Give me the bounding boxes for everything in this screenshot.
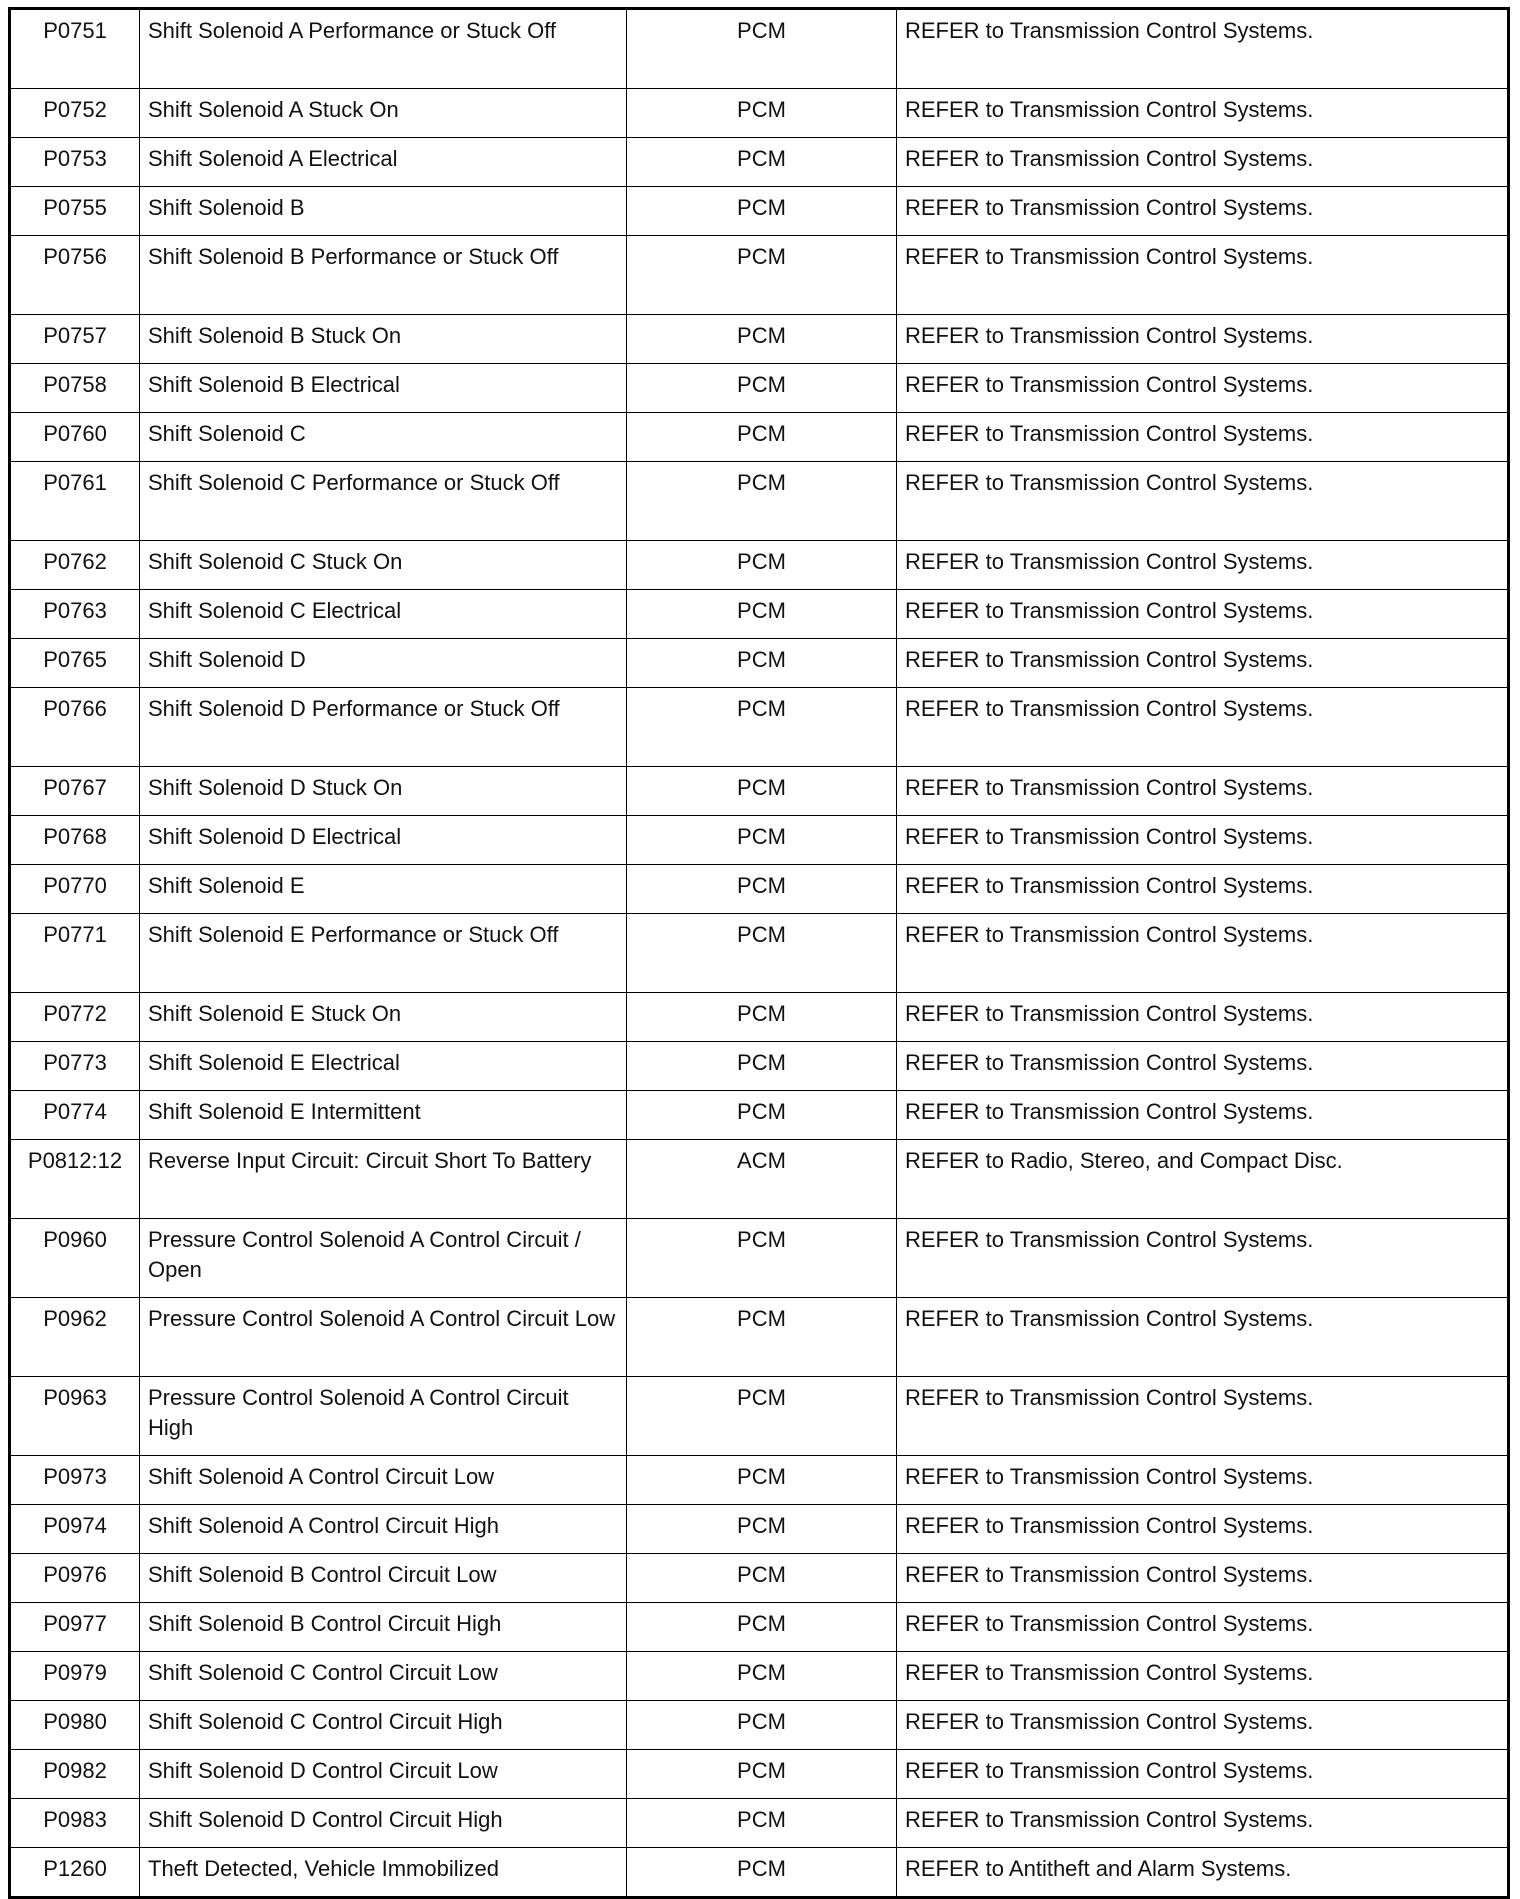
dtc-code: P0767 (10, 767, 140, 816)
dtc-description: Reverse Input Circuit: Circuit Short To Battery (140, 1140, 627, 1219)
table-row (10, 1091, 1509, 1140)
dtc-code: P0973 (10, 1456, 140, 1505)
dtc-description: Shift Solenoid A Stuck On (140, 89, 627, 138)
dtc-action: REFER to Transmission Control Systems. (897, 1456, 1509, 1505)
dtc-module: PCM (627, 187, 897, 236)
table-row (10, 914, 1509, 993)
dtc-code: P0812:12 (10, 1140, 140, 1219)
dtc-module: PCM (627, 816, 897, 865)
dtc-module: PCM (627, 1750, 897, 1799)
dtc-code: P0755 (10, 187, 140, 236)
dtc-module: PCM (627, 413, 897, 462)
dtc-action: REFER to Transmission Control Systems. (897, 1554, 1509, 1603)
dtc-code: P0765 (10, 639, 140, 688)
dtc-code: P0752 (10, 89, 140, 138)
dtc-code: P0753 (10, 138, 140, 187)
dtc-description: Shift Solenoid B Stuck On (140, 315, 627, 364)
table-row (10, 187, 1509, 236)
dtc-module: PCM (627, 1652, 897, 1701)
dtc-code: P0976 (10, 1554, 140, 1603)
dtc-module: PCM (627, 865, 897, 914)
dtc-action: REFER to Transmission Control Systems. (897, 364, 1509, 413)
dtc-action: REFER to Antitheft and Alarm Systems. (897, 1848, 1509, 1898)
table-row (10, 1799, 1509, 1848)
dtc-code: P0772 (10, 993, 140, 1042)
dtc-action: REFER to Transmission Control Systems. (897, 1603, 1509, 1652)
table-row (10, 315, 1509, 364)
dtc-module: PCM (627, 1298, 897, 1377)
dtc-action: REFER to Transmission Control Systems. (897, 1701, 1509, 1750)
dtc-code: P1260 (10, 1848, 140, 1898)
dtc-module: ACM (627, 1140, 897, 1219)
dtc-action: REFER to Transmission Control Systems. (897, 816, 1509, 865)
dtc-action: REFER to Transmission Control Systems. (897, 1799, 1509, 1848)
dtc-description: Shift Solenoid B Control Circuit High (140, 1603, 627, 1652)
table-row (10, 590, 1509, 639)
dtc-description: Shift Solenoid C Stuck On (140, 541, 627, 590)
dtc-description: Shift Solenoid E Performance or Stuck Off (140, 914, 627, 993)
dtc-action: REFER to Transmission Control Systems. (897, 767, 1509, 816)
dtc-module: PCM (627, 590, 897, 639)
dtc-description: Shift Solenoid D Electrical (140, 816, 627, 865)
dtc-description: Shift Solenoid C (140, 413, 627, 462)
dtc-code: P0768 (10, 816, 140, 865)
dtc-code: P0760 (10, 413, 140, 462)
table-row (10, 138, 1509, 187)
dtc-module: PCM (627, 9, 897, 89)
dtc-code: P0758 (10, 364, 140, 413)
table-row (10, 413, 1509, 462)
dtc-action: REFER to Transmission Control Systems. (897, 639, 1509, 688)
dtc-code: P0766 (10, 688, 140, 767)
dtc-module: PCM (627, 1701, 897, 1750)
dtc-code: P0751 (10, 9, 140, 89)
table-row (10, 1377, 1509, 1456)
dtc-code: P0962 (10, 1298, 140, 1377)
dtc-description: Shift Solenoid B (140, 187, 627, 236)
dtc-description: Shift Solenoid D (140, 639, 627, 688)
table-row (10, 1505, 1509, 1554)
table-row (10, 865, 1509, 914)
dtc-code: P0762 (10, 541, 140, 590)
dtc-description: Shift Solenoid B Performance or Stuck Off (140, 236, 627, 315)
dtc-code: P0980 (10, 1701, 140, 1750)
dtc-description: Shift Solenoid A Performance or Stuck Off (140, 9, 627, 89)
dtc-table-body (10, 9, 1509, 1898)
dtc-description: Shift Solenoid A Control Circuit High (140, 1505, 627, 1554)
dtc-code: P0757 (10, 315, 140, 364)
dtc-code: P0763 (10, 590, 140, 639)
dtc-action: REFER to Transmission Control Systems. (897, 541, 1509, 590)
dtc-action: REFER to Transmission Control Systems. (897, 590, 1509, 639)
dtc-module: PCM (627, 1505, 897, 1554)
dtc-action: REFER to Transmission Control Systems. (897, 315, 1509, 364)
dtc-description: Shift Solenoid B Electrical (140, 364, 627, 413)
dtc-module: PCM (627, 89, 897, 138)
dtc-module: PCM (627, 364, 897, 413)
dtc-code: P0761 (10, 462, 140, 541)
dtc-module: PCM (627, 1091, 897, 1140)
dtc-code: P0773 (10, 1042, 140, 1091)
dtc-module: PCM (627, 767, 897, 816)
dtc-description: Shift Solenoid D Stuck On (140, 767, 627, 816)
dtc-module: PCM (627, 914, 897, 993)
dtc-action: REFER to Transmission Control Systems. (897, 1377, 1509, 1456)
dtc-description: Theft Detected, Vehicle Immobilized (140, 1848, 627, 1898)
dtc-module: PCM (627, 1554, 897, 1603)
dtc-action: REFER to Transmission Control Systems. (897, 1219, 1509, 1298)
dtc-code: P0774 (10, 1091, 140, 1140)
dtc-module: PCM (627, 1456, 897, 1505)
dtc-code: P0756 (10, 236, 140, 315)
dtc-table (8, 7, 1510, 1899)
dtc-action: REFER to Transmission Control Systems. (897, 1505, 1509, 1554)
dtc-description: Shift Solenoid E (140, 865, 627, 914)
dtc-code: P0977 (10, 1603, 140, 1652)
dtc-module: PCM (627, 1377, 897, 1456)
table-row (10, 1140, 1509, 1219)
dtc-module: PCM (627, 639, 897, 688)
dtc-module: PCM (627, 1603, 897, 1652)
dtc-description: Pressure Control Solenoid A Control Circuit High (140, 1377, 627, 1456)
table-row (10, 541, 1509, 590)
table-row (10, 1603, 1509, 1652)
table-row (10, 89, 1509, 138)
table-row (10, 462, 1509, 541)
dtc-module: PCM (627, 1799, 897, 1848)
dtc-description: Shift Solenoid D Control Circuit Low (140, 1750, 627, 1799)
table-row (10, 1042, 1509, 1091)
dtc-action: REFER to Transmission Control Systems. (897, 187, 1509, 236)
table-row (10, 1750, 1509, 1799)
dtc-code: P0979 (10, 1652, 140, 1701)
dtc-module: PCM (627, 688, 897, 767)
dtc-description: Shift Solenoid B Control Circuit Low (140, 1554, 627, 1603)
table-row (10, 993, 1509, 1042)
dtc-description: Shift Solenoid E Stuck On (140, 993, 627, 1042)
dtc-code: P0770 (10, 865, 140, 914)
dtc-code: P0982 (10, 1750, 140, 1799)
table-row (10, 9, 1509, 89)
dtc-description: Shift Solenoid A Control Circuit Low (140, 1456, 627, 1505)
dtc-action: REFER to Radio, Stereo, and Compact Disc. (897, 1140, 1509, 1219)
table-row (10, 1701, 1509, 1750)
table-row (10, 364, 1509, 413)
dtc-description: Shift Solenoid D Performance or Stuck Off (140, 688, 627, 767)
dtc-description: Shift Solenoid C Electrical (140, 590, 627, 639)
dtc-description: Shift Solenoid C Control Circuit High (140, 1701, 627, 1750)
dtc-description: Shift Solenoid E Electrical (140, 1042, 627, 1091)
dtc-action: REFER to Transmission Control Systems. (897, 688, 1509, 767)
table-row (10, 688, 1509, 767)
dtc-description: Shift Solenoid E Intermittent (140, 1091, 627, 1140)
table-row (10, 816, 1509, 865)
dtc-description: Pressure Control Solenoid A Control Circuit / Open (140, 1219, 627, 1298)
dtc-action: REFER to Transmission Control Systems. (897, 9, 1509, 89)
table-row (10, 236, 1509, 315)
dtc-description: Pressure Control Solenoid A Control Circuit Low (140, 1298, 627, 1377)
table-row (10, 767, 1509, 816)
dtc-module: PCM (627, 993, 897, 1042)
dtc-action: REFER to Transmission Control Systems. (897, 1298, 1509, 1377)
dtc-description: Shift Solenoid A Electrical (140, 138, 627, 187)
dtc-action: REFER to Transmission Control Systems. (897, 1091, 1509, 1140)
dtc-module: PCM (627, 236, 897, 315)
table-row (10, 1652, 1509, 1701)
dtc-action: REFER to Transmission Control Systems. (897, 914, 1509, 993)
dtc-action: REFER to Transmission Control Systems. (897, 1750, 1509, 1799)
dtc-description: Shift Solenoid C Control Circuit Low (140, 1652, 627, 1701)
dtc-module: PCM (627, 315, 897, 364)
dtc-action: REFER to Transmission Control Systems. (897, 1652, 1509, 1701)
dtc-action: REFER to Transmission Control Systems. (897, 1042, 1509, 1091)
table-row (10, 639, 1509, 688)
dtc-action: REFER to Transmission Control Systems. (897, 993, 1509, 1042)
dtc-code: P0960 (10, 1219, 140, 1298)
dtc-module: PCM (627, 541, 897, 590)
dtc-action: REFER to Transmission Control Systems. (897, 413, 1509, 462)
table-row (10, 1456, 1509, 1505)
table-row (10, 1298, 1509, 1377)
dtc-module: PCM (627, 1042, 897, 1091)
table-row (10, 1848, 1509, 1898)
dtc-action: REFER to Transmission Control Systems. (897, 138, 1509, 187)
dtc-module: PCM (627, 462, 897, 541)
table-row (10, 1554, 1509, 1603)
dtc-action: REFER to Transmission Control Systems. (897, 865, 1509, 914)
dtc-code: P0771 (10, 914, 140, 993)
dtc-action: REFER to Transmission Control Systems. (897, 236, 1509, 315)
dtc-code: P0974 (10, 1505, 140, 1554)
dtc-description: Shift Solenoid C Performance or Stuck Off (140, 462, 627, 541)
dtc-module: PCM (627, 1848, 897, 1898)
table-row (10, 1219, 1509, 1298)
dtc-code: P0983 (10, 1799, 140, 1848)
dtc-description: Shift Solenoid D Control Circuit High (140, 1799, 627, 1848)
dtc-action: REFER to Transmission Control Systems. (897, 462, 1509, 541)
dtc-code: P0963 (10, 1377, 140, 1456)
dtc-action: REFER to Transmission Control Systems. (897, 89, 1509, 138)
dtc-module: PCM (627, 138, 897, 187)
dtc-module: PCM (627, 1219, 897, 1298)
